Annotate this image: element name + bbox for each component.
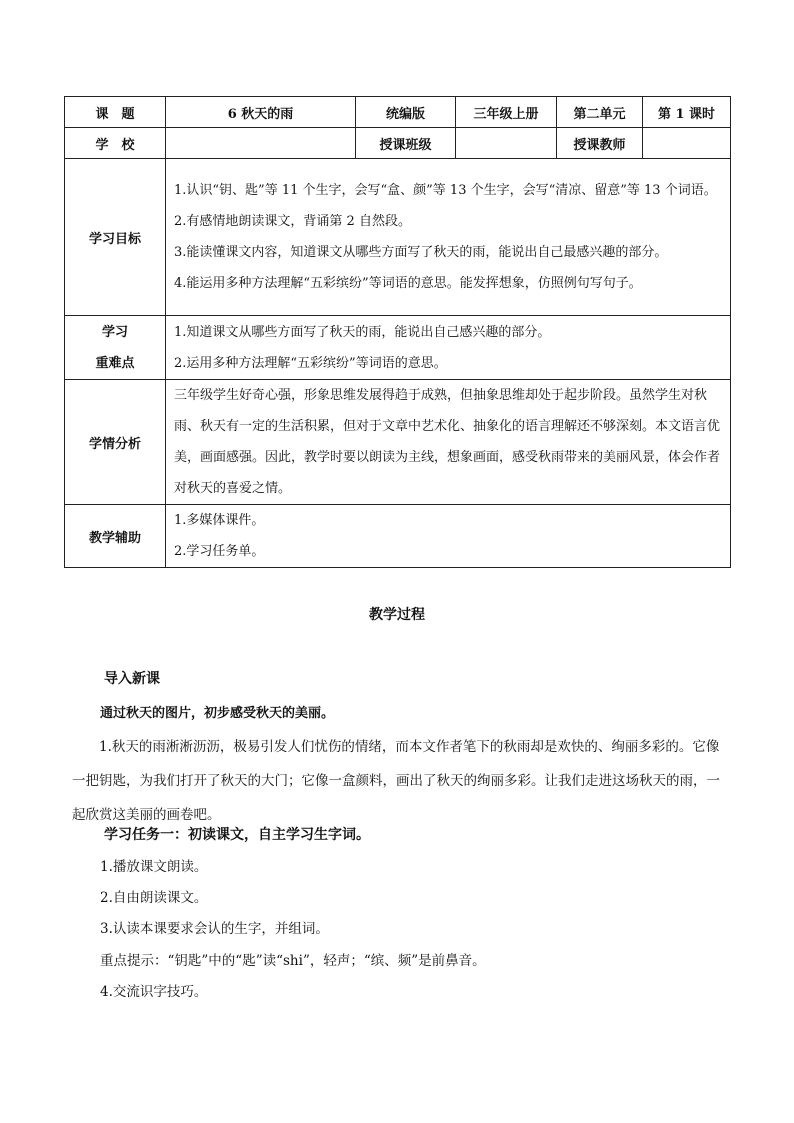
key-points-content bbox=[166, 316, 731, 380]
class-value bbox=[456, 128, 557, 159]
task1-tip: 重点提示：“钥匙”中的“匙”读“shi”，轻声；“缤、频”是前鼻音。 bbox=[100, 953, 486, 969]
goal-item: 2.有感情地朗读课文，背诵第 2 自然段。 bbox=[174, 214, 411, 229]
intro-paragraph: 1.秋天的雨淅淅沥沥，极易引发人们忧伤的情绪，而本文作者笔下的秋雨却是欢快的、绚丽多彩的。它像一把钥匙，为我们打开了秋天的大门；它像一盒颜料，画出了秋天的绚丽多彩。让我们走进这场秋天的雨，一起欣赏这美丽的画卷吧。 bbox=[72, 739, 720, 823]
goals-content bbox=[166, 159, 731, 316]
aids-content bbox=[166, 505, 731, 568]
lesson-label: 课 题 bbox=[65, 97, 166, 128]
analysis-content bbox=[166, 380, 731, 505]
table-row bbox=[65, 97, 731, 128]
aid-item: 1.多媒体课件。 bbox=[174, 513, 265, 528]
table-row bbox=[65, 159, 731, 316]
textbook-version: 统编版 bbox=[356, 97, 456, 128]
table-row bbox=[65, 505, 731, 568]
intro-subheading: 通过秋天的图片，初步感受秋天的美丽。 bbox=[100, 706, 335, 721]
section-title: 教学过程 bbox=[369, 607, 425, 623]
goal-item: 3.能读懂课文内容，知道课文从哪些方面写了秋天的雨，能说出自己最感兴趣的部分。 bbox=[174, 245, 668, 260]
unit-label: 第二单元 bbox=[557, 97, 643, 128]
key-points-label: 学习 重难点 bbox=[65, 316, 166, 380]
teacher-label: 授课教师 bbox=[557, 128, 643, 159]
intro-heading: 导入新课 bbox=[104, 671, 160, 687]
lesson-plan-table bbox=[64, 96, 731, 568]
goals-label: 学习目标 bbox=[65, 159, 166, 316]
goal-item: 1.认识“钥、匙”等 11 个生字，会写“盒、颜”等 13 个生字，会写“清凉、留意”等 13 个词语。 bbox=[174, 183, 717, 198]
table-row bbox=[65, 380, 731, 505]
task1-item: 3.认读本课要求会认的生字，并组词。 bbox=[100, 921, 329, 937]
lesson-title: 6 秋天的雨 bbox=[166, 97, 356, 128]
analysis-text: 三年级学生好奇心强，形象思维发展得趋于成熟，但抽象思维却处于起步阶段。虽然学生对秋雨、秋天有一定的生活积累，但对于文章中艺术化、抽象化的语言理解还不够深刻。本文语言优美，画面感强。因此，教学时要以朗读为主线，想象画面，感受秋雨带来的美丽风景，体会作者对秋天的喜爱之情。 bbox=[174, 388, 721, 496]
table-row bbox=[65, 128, 731, 159]
period-label: 第 1 课时 bbox=[643, 97, 731, 128]
table-row bbox=[65, 316, 731, 380]
aids-label: 教学辅助 bbox=[65, 505, 166, 568]
task1-item: 4.交流识字技巧。 bbox=[100, 984, 208, 1000]
key-point-item: 1.知道课文从哪些方面写了秋天的雨，能说出自己感兴趣的部分。 bbox=[174, 324, 551, 340]
school-value bbox=[166, 128, 356, 159]
aid-item: 2.学习任务单。 bbox=[174, 544, 265, 559]
school-label: 学 校 bbox=[65, 128, 166, 159]
goal-item: 4.能运用多种方法理解“五彩缤纷”等词语的意思。能发挥想象，仿照例句写句子。 bbox=[174, 276, 642, 291]
teacher-value bbox=[643, 128, 731, 159]
grade-level: 三年级上册 bbox=[456, 97, 557, 128]
key-point-item: 2.运用多种方法理解“五彩缤纷”等词语的意思。 bbox=[174, 355, 447, 371]
analysis-label: 学情分析 bbox=[65, 380, 166, 505]
task1-item: 2.自由朗读课文。 bbox=[100, 890, 208, 906]
task1-heading: 学习任务一：初读课文，自主学习生字词。 bbox=[104, 827, 370, 843]
task1-item: 1.播放课文朗读。 bbox=[100, 859, 208, 875]
class-label: 授课班级 bbox=[356, 128, 456, 159]
